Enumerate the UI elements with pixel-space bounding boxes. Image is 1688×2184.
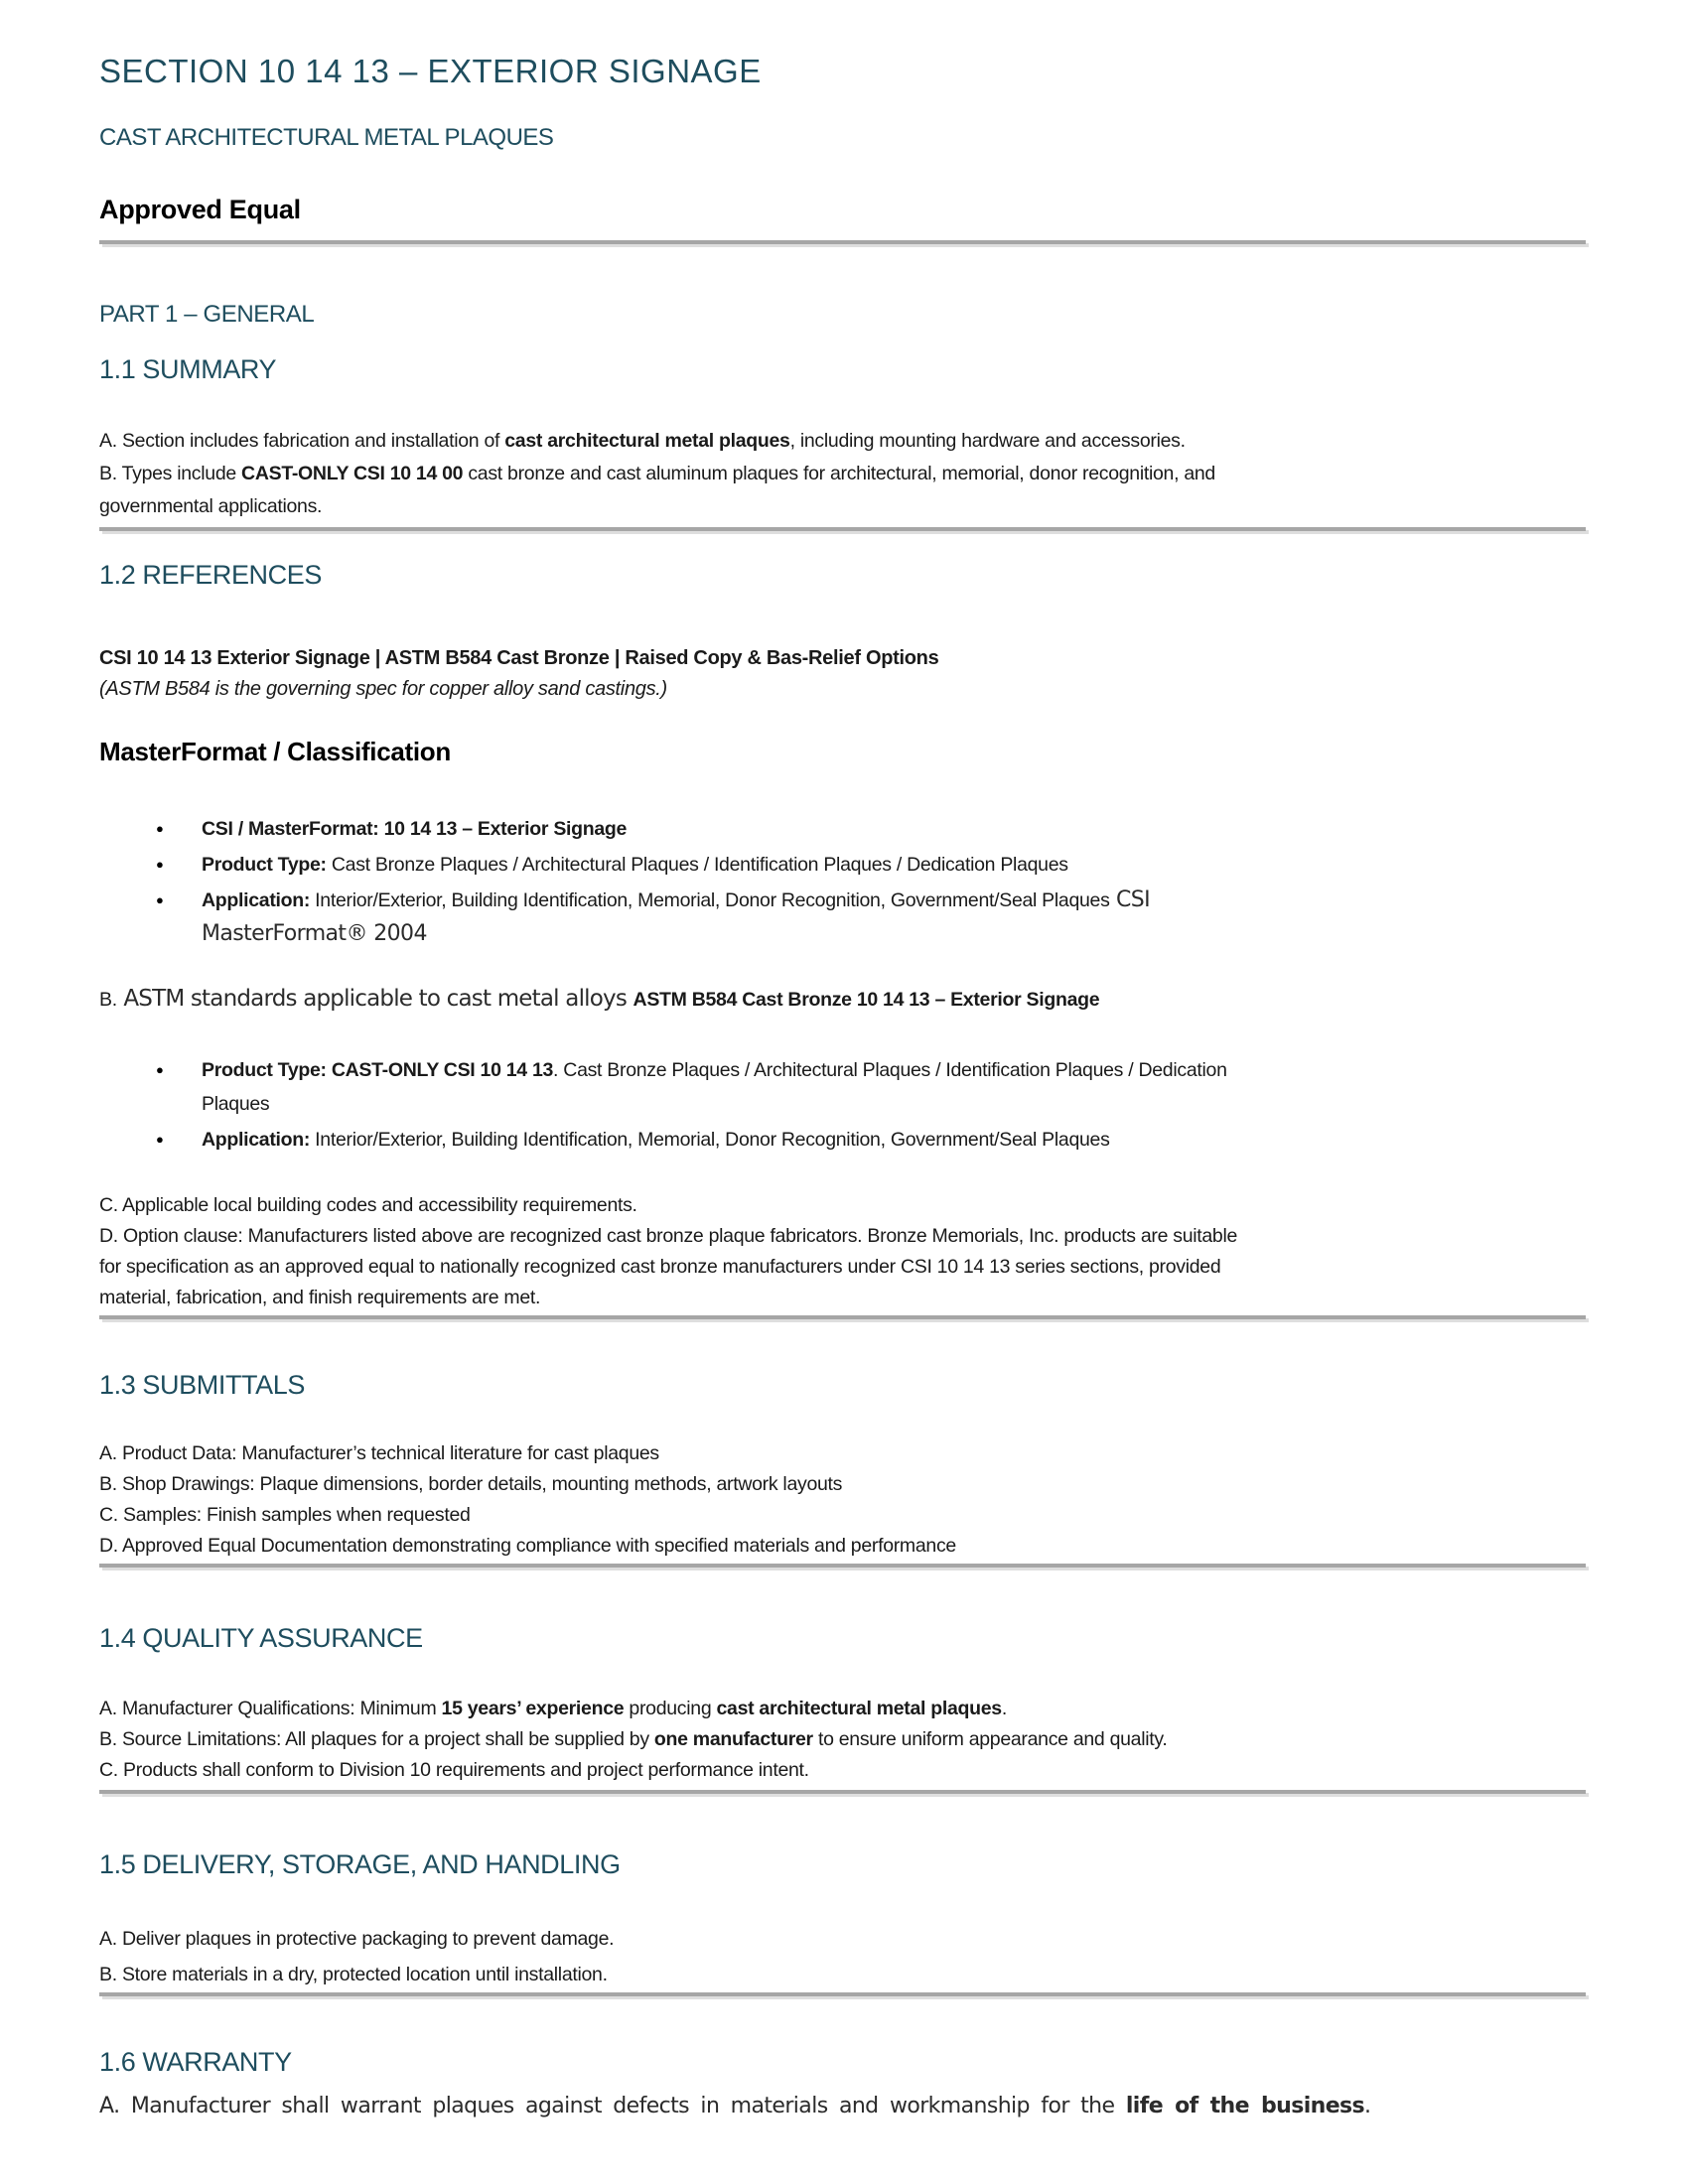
- summary-a-pre: A. Section includes fabrication and installation of: [99, 430, 505, 452]
- divider: [99, 240, 1586, 244]
- warranty-bold: life of the business: [1125, 2094, 1365, 2118]
- option-clause-line-1: D. Option clause: Manufacturers listed above are recognized cast bronze plaque fabricators. Bronze Memorials, Inc. products are suitable: [99, 1225, 1238, 1247]
- divider: [99, 527, 1586, 531]
- divider: [99, 1564, 1586, 1568]
- classification-bullet-list: [99, 812, 1586, 951]
- astm-bullet-list: [99, 1053, 1586, 1157]
- qa-a-bold-1: 15 years’ experience: [441, 1698, 625, 1719]
- section-1-6-heading: 1.6 WARRANTY: [99, 2047, 292, 2077]
- bullet-wide-run-2: MasterFormat® 2004: [202, 921, 427, 946]
- bullet-bold-run: Application:: [202, 889, 311, 911]
- option-clause-line-3: material, fabrication, and finish requirements are met.: [99, 1287, 541, 1308]
- bullet-icon: ●: [156, 1062, 164, 1077]
- summary-b-post: cast bronze and cast aluminum plaques for architectural, memorial, donor recognition, and: [463, 463, 1215, 484]
- divider: [99, 1992, 1586, 1996]
- divider: [99, 1790, 1586, 1794]
- bullet-regular-run: Cast Bronze Plaques / Architectural Plaques / Identification Plaques / Dedication Plaques: [326, 854, 1068, 876]
- section-1-3-heading: 1.3 SUBMITTALS: [99, 1370, 305, 1400]
- bullet-bold-run: Application:: [202, 1129, 311, 1151]
- qa-b-bold: one manufacturer: [653, 1728, 813, 1750]
- list-item: [99, 1123, 1586, 1157]
- bullet-regular-run: Interior/Exterior, Building Identification, Memorial, Donor Recognition, Government/Seal Plaques: [310, 1129, 1110, 1151]
- bullet-wide-run: CSI: [1109, 887, 1150, 912]
- list-item: [99, 812, 1586, 846]
- list-item: [99, 1053, 1586, 1121]
- delivery-paragraph: [99, 1921, 1586, 1992]
- bullet-icon: ●: [156, 857, 164, 872]
- section-1-2-heading: 1.2 REFERENCES: [99, 560, 322, 590]
- bullet-regular-run: . Cast Bronze Plaques / Architectural Plaques / Identification Plaques / Dedication: [553, 1059, 1227, 1081]
- section-1-4-heading: 1.4 QUALITY ASSURANCE: [99, 1623, 423, 1653]
- bullet-bold-run: CSI / MasterFormat: 10 14 13 – Exterior Signage: [202, 818, 628, 840]
- warranty-pre: A. Manufacturer shall warrant plaques against defects in materials and workmanship for the: [99, 2094, 1126, 2118]
- codes-line: C. Applicable local building codes and accessibility requirements.: [99, 1194, 637, 1216]
- classification-heading: MasterFormat / Classification: [99, 737, 451, 766]
- codes-option-paragraph: [99, 1190, 1586, 1313]
- astm-bold-run: ASTM B584 Cast Bronze 10 14 13 – Exterior Signage: [633, 989, 1100, 1011]
- doc-title: SECTION 10 14 13 – EXTERIOR SIGNAGE: [99, 53, 762, 89]
- qa-a-bold-2: cast architectural metal plaques: [716, 1698, 1002, 1719]
- option-clause-line-2: for specification as an approved equal to nationally recognized cast bronze manufacturers under CSI 10 14 13 series sections, provided: [99, 1256, 1221, 1278]
- references-note-line: (ASTM B584 is the governing spec for copper alloy sand castings.): [99, 678, 667, 700]
- qa-a-post: .: [1001, 1698, 1007, 1719]
- submittals-paragraph: [99, 1438, 1586, 1562]
- bullet-icon: ●: [156, 892, 164, 907]
- bullet-icon: ●: [156, 1132, 164, 1147]
- bullet-regular-run: Interior/Exterior, Building Identification, Memorial, Donor Recognition, Government/Seal Plaques: [310, 889, 1110, 911]
- warranty-post: .: [1364, 2094, 1371, 2118]
- submittals-item-d: D. Approved Equal Documentation demonstrating compliance with specified materials and performance: [99, 1535, 956, 1557]
- summary-paragraph: [99, 425, 1586, 523]
- divider: [99, 1315, 1586, 1319]
- qa-b-post: to ensure uniform appearance and quality.: [812, 1728, 1168, 1750]
- qa-b-pre: B. Source Limitations: All plaques for a project shall be supplied by: [99, 1728, 654, 1750]
- list-item: [99, 884, 1586, 951]
- submittals-item-a: A. Product Data: Manufacturer’s technical literature for cast plaques: [99, 1442, 659, 1464]
- astm-wide-run: ASTM standards applicable to cast metal alloys: [116, 986, 633, 1012]
- quality-assurance-paragraph: [99, 1694, 1586, 1786]
- summary-a-bold: cast architectural metal plaques: [504, 430, 790, 452]
- qa-c-line: C. Products shall conform to Division 10 requirements and project performance intent.: [99, 1759, 809, 1781]
- delivery-item-a: A. Deliver plaques in protective packaging to prevent damage.: [99, 1928, 615, 1950]
- submittals-item-b: B. Shop Drawings: Plaque dimensions, border details, mounting methods, artwork layouts: [99, 1473, 843, 1495]
- bullet-bold-run: Product Type: CAST-ONLY CSI 10 14 13: [202, 1059, 554, 1081]
- approved-equal-heading: Approved Equal: [99, 195, 301, 224]
- bullet-regular-run-2: Plaques: [202, 1093, 270, 1115]
- list-item: [99, 848, 1586, 882]
- astm-label-run: B.: [99, 989, 117, 1011]
- summary-b-pre: B. Types include: [99, 463, 242, 484]
- section-1-1-heading: 1.1 SUMMARY: [99, 354, 277, 384]
- summary-a-post: , including mounting hardware and accessories.: [789, 430, 1186, 452]
- astm-standards-line: [99, 981, 1586, 1018]
- qa-a-mid: producing: [624, 1698, 717, 1719]
- references-bold-line: CSI 10 14 13 Exterior Signage | ASTM B584 Cast Bronze | Raised Copy & Bas-Relief Options: [99, 647, 939, 669]
- bullet-icon: ●: [156, 821, 164, 836]
- warranty-paragraph: [99, 2090, 1586, 2123]
- submittals-item-c: C. Samples: Finish samples when requested: [99, 1504, 471, 1526]
- delivery-item-b: B. Store materials in a dry, protected location until installation.: [99, 1964, 608, 1985]
- doc-subtitle: CAST ARCHITECTURAL METAL PLAQUES: [99, 124, 554, 151]
- part1-heading: PART 1 – GENERAL: [99, 301, 315, 328]
- section-1-5-heading: 1.5 DELIVERY, STORAGE, AND HANDLING: [99, 1849, 621, 1879]
- bullet-bold-run: Product Type:: [202, 854, 327, 876]
- qa-a-pre: A. Manufacturer Qualifications: Minimum: [99, 1698, 442, 1719]
- summary-b-post2: governmental applications.: [99, 495, 323, 517]
- summary-b-bold: CAST-ONLY CSI 10 14 00: [241, 463, 464, 484]
